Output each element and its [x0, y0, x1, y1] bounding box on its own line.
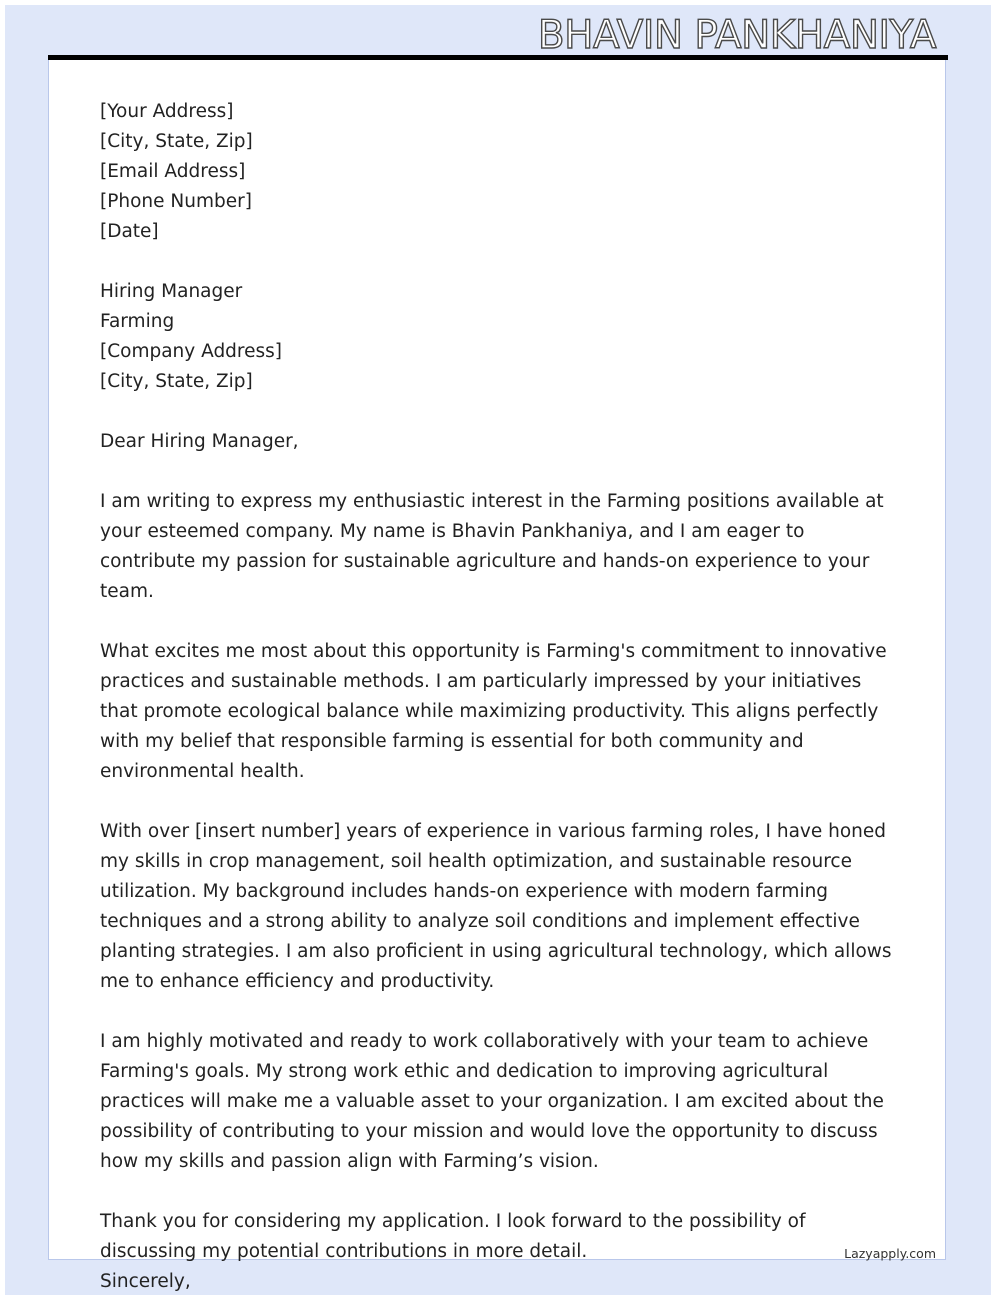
- sender-phone: [Phone Number]: [100, 191, 252, 212]
- sender-address-block: [100, 97, 892, 247]
- salutation: Dear Hiring Manager,: [100, 431, 299, 452]
- recipient-city-state-zip: [City, State, Zip]: [100, 371, 253, 392]
- paragraph-thanks: Thank you for considering my application. I look forward to the possibility of discussing my potential contributions in more detail.: [100, 1211, 806, 1262]
- cover-letter-body: [100, 97, 892, 1297]
- watermark-link: Lazyapply.com: [844, 1246, 936, 1261]
- recipient-address: [Company Address]: [100, 341, 283, 362]
- sender-email: [Email Address]: [100, 161, 246, 182]
- paragraph-motivation: What excites me most about this opportunity is Farming's commitment to innovative practices and sustainable methods. I am particularly impressed by your initiatives that promote ecological balance while maximizing productivity. This aligns perfectly with my belief that responsible farming is essential for both community and environmental health.: [100, 641, 887, 782]
- recipient-company: Farming: [100, 311, 175, 332]
- closing-signoff: Sincerely,: [100, 1271, 191, 1292]
- salutation-block: [100, 427, 892, 457]
- paragraph-goals: I am highly motivated and ready to work collaboratively with your team to achieve Farming's goals. My strong work ethic and dedication to improving agricultural practices will make me a valuable asset to your organization. I am excited about the possibility of contributing to your mission and would love the opportunity to discuss how my skills and passion align with Farming’s vision.: [100, 1031, 884, 1172]
- paragraph-experience: With over [insert number] years of experience in various farming roles, I have honed my skills in crop management, soil health optimization, and sustainable resource utilization. My background includes hands-on experience with modern farming techniques and a strong ability to analyze soil conditions and implement effective planting strategies. I am also proficient in using agricultural technology, which allows me to enhance efficiency and productivity.: [100, 821, 892, 992]
- sender-city-state-zip: [City, State, Zip]: [100, 131, 253, 152]
- letter-date: [Date]: [100, 221, 159, 242]
- sender-address: [Your Address]: [100, 101, 234, 122]
- paragraph-intro: I am writing to express my enthusiastic interest in the Farming positions available at your esteemed company. My name is Bhavin Pankhaniya, and I am eager to contribute my passion for sustainable agriculture and hands-on experience to your team.: [100, 491, 884, 602]
- recipient-title: Hiring Manager: [100, 281, 243, 302]
- applicant-name-heading: BHAVIN PANKHANIYA: [537, 13, 936, 58]
- recipient-address-block: [100, 277, 892, 397]
